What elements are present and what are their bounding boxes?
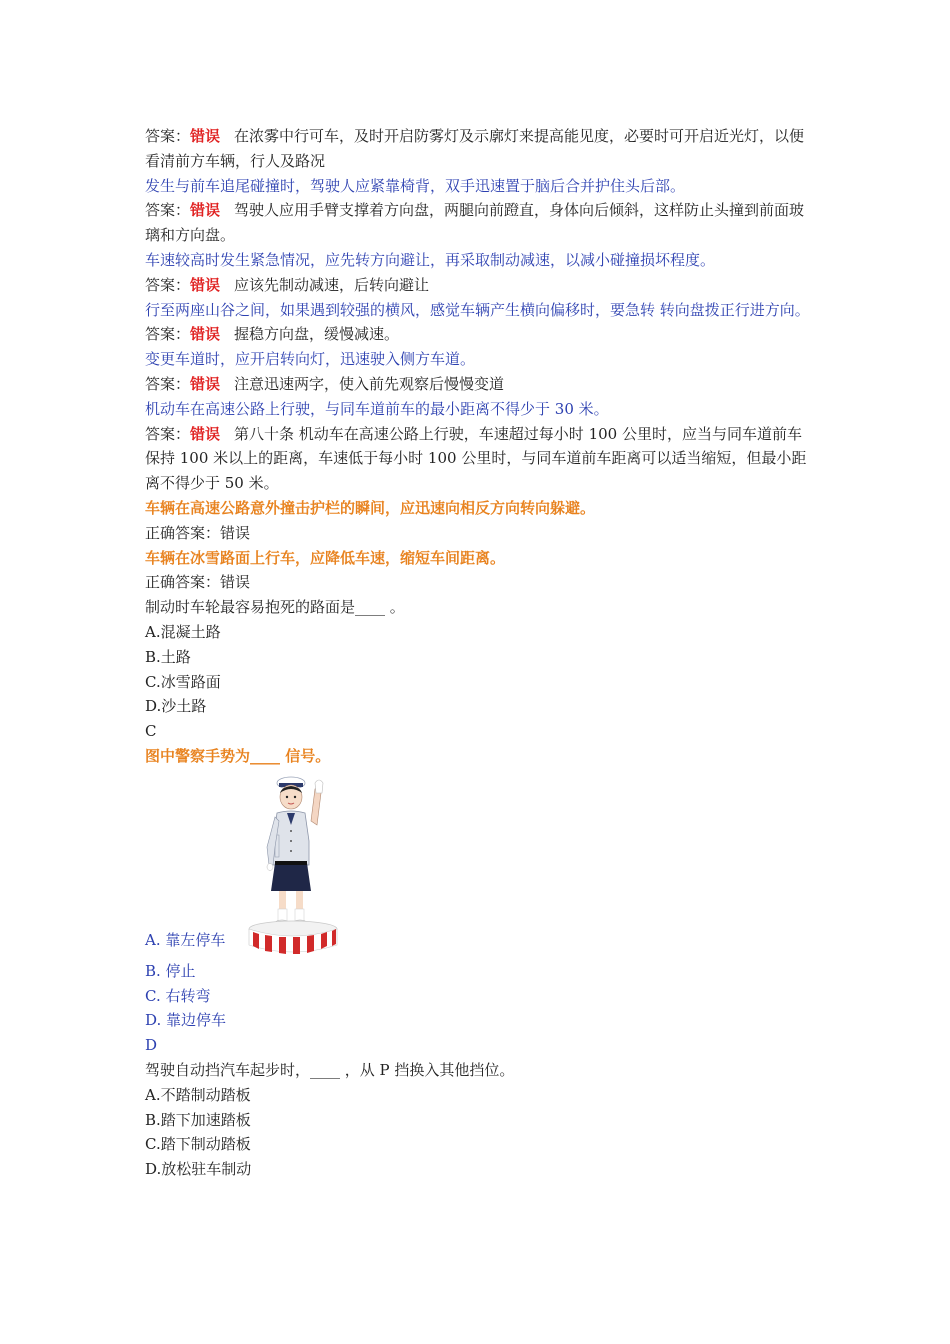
option-c: C.冰雪路面 <box>145 672 221 691</box>
answer-line <box>145 322 810 347</box>
answer-tag: 错误 <box>190 374 221 393</box>
answer-line <box>145 273 810 298</box>
answer-text: 应该先制动减速，后转向避让 <box>234 275 430 294</box>
correct-answer-line: 正确答案：错误 <box>145 573 251 592</box>
answer-line <box>145 372 810 397</box>
answer-prefix: 答案： <box>145 275 191 294</box>
option-d: D.放松驻车制动 <box>145 1160 252 1179</box>
answer-tag: 错误 <box>190 275 221 294</box>
figure-row <box>145 769 810 959</box>
question-line: 车辆在冰雪路面上行车，应降低车速，缩短车间距离。 <box>145 548 506 567</box>
correct-answer-line: 正确答案：错误 <box>145 523 251 542</box>
option-d: D.沙土路 <box>145 697 207 716</box>
option-a: A.混凝土路 <box>145 622 221 641</box>
question-line: 行至两座山谷之间，如果遇到较强的横风，感觉车辆产生横向偏移时，要急转 转向盘拨正行进方向。 <box>145 300 810 319</box>
answer-tag: 错误 <box>190 325 221 344</box>
option-b: B. 停止 <box>145 961 196 980</box>
answer-text: 驾驶人应用手臂支撑着方向盘，两腿向前蹬直，身体向后倾斜，这样防止头撞到前面玻璃和方向盘。 <box>145 201 805 245</box>
answer-line <box>145 124 810 174</box>
answer-text: 注意迅速两字，使入前先观察后慢慢变道 <box>234 374 505 393</box>
traffic-police-officer-icon <box>245 769 345 955</box>
answer-prefix: 答案： <box>145 325 191 344</box>
question-stem: 制动时车轮最容易抱死的路面是____ 。 <box>145 598 405 617</box>
option-d: D. 靠边停车 <box>145 1011 227 1030</box>
option-c: C. 右转弯 <box>145 986 211 1005</box>
question-line: 发生与前车追尾碰撞时，驾驶人应紧靠椅背，双手迅速置于脑后合并护住头后部。 <box>145 176 686 195</box>
answer-text: 第八十条 机动车在高速公路上行驶，车速超过每小时 100 公里时，应当与同车道前车保持 100 米以上的距离，车速低于每小时 100 公里时，与同车道前车距离可以适当缩短，但最小距离不得少于 50 米。 <box>145 424 807 493</box>
answer-prefix: 答案： <box>145 127 191 145</box>
question-line: 车速较高时发生紧急情况，应先转方向避让，再采取制动减速，以减小碰撞损坏程度。 <box>145 250 716 269</box>
option-b: B.土路 <box>145 647 191 666</box>
answer-letter: C <box>145 722 157 741</box>
option-c: C.踏下制动踏板 <box>145 1135 251 1154</box>
document-body <box>145 124 810 1182</box>
option-b: B.踏下加速踏板 <box>145 1110 251 1129</box>
answer-prefix: 答案： <box>145 424 191 443</box>
answer-tag: 错误 <box>190 201 221 220</box>
answer-tag: 错误 <box>190 424 221 443</box>
answer-prefix: 答案： <box>145 374 191 393</box>
question-line: 机动车在高速公路上行驶，与同车道前车的最小距离不得少于 30 米。 <box>145 399 609 418</box>
answer-tag: 错误 <box>190 127 221 145</box>
option-a: A.不踏制动踏板 <box>145 1085 251 1104</box>
option-a: A. 靠左停车 <box>145 930 226 949</box>
answer-prefix: 答案： <box>145 201 191 220</box>
answer-text: 握稳方向盘，缓慢减速。 <box>234 325 400 344</box>
question-stem: 驾驶自动挡汽车起步时，____ ，从 P 挡换入其他挡位。 <box>145 1060 515 1079</box>
answer-line <box>145 198 810 248</box>
question-line: 变更车道时，应开启转向灯，迅速驶入侧方车道。 <box>145 350 476 369</box>
question-line: 车辆在高速公路意外撞击护栏的瞬间，应迅速向相反方向转向躲避。 <box>145 498 596 517</box>
answer-text: 在浓雾中行可车，及时开启防雾灯及示廓灯来提高能见度，必要时可开启近光灯，以便看清前方车辆，行人及路况 <box>145 127 805 170</box>
answer-line <box>145 422 810 496</box>
answer-letter: D <box>145 1036 158 1055</box>
question-stem: 图中警察手势为____ 信号。 <box>145 746 331 765</box>
